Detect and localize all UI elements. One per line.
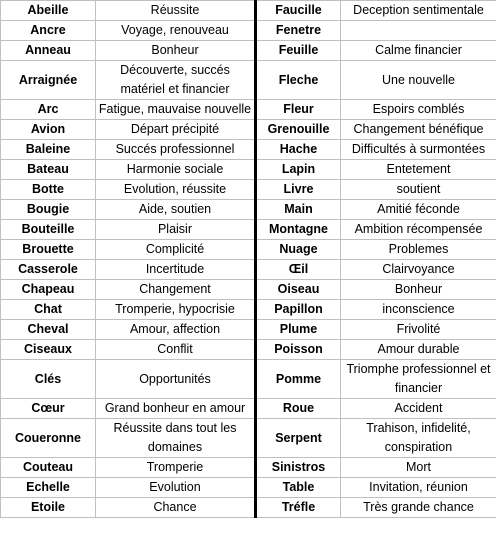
- symbol-left: Bateau: [1, 160, 96, 180]
- symbol-right: Poisson: [256, 340, 341, 360]
- symbol-right: Montagne: [256, 220, 341, 240]
- table-row: [1, 399, 496, 419]
- symbol-left: Abeille: [1, 1, 96, 21]
- meaning-left: Incertitude: [96, 260, 256, 280]
- table-row: [1, 280, 496, 300]
- table-row: [1, 100, 496, 120]
- symbol-right: Feuille: [256, 41, 341, 61]
- symbol-left: Botte: [1, 180, 96, 200]
- symbol-right: Main: [256, 200, 341, 220]
- symbol-right: Pomme: [256, 360, 341, 399]
- meaning-left: Chance: [96, 498, 256, 518]
- symbol-left: Baleine: [1, 140, 96, 160]
- meaning-left: Tromperie: [96, 458, 256, 478]
- meaning-left: Amour, affection: [96, 320, 256, 340]
- symbol-right: Fleur: [256, 100, 341, 120]
- meaning-right: soutient: [341, 180, 496, 200]
- table-row: [1, 220, 496, 240]
- meaning-right: Problemes: [341, 240, 496, 260]
- meaning-right: Trahison, infidelité, conspiration: [341, 419, 496, 458]
- table-row: [1, 41, 496, 61]
- symbol-right: Fenetre: [256, 21, 341, 41]
- meaning-right: Ambition récompensée: [341, 220, 496, 240]
- meaning-left: Départ précipité: [96, 120, 256, 140]
- symbol-right: Tréfle: [256, 498, 341, 518]
- table-row: [1, 340, 496, 360]
- symbol-left: Bouteille: [1, 220, 96, 240]
- table-row: [1, 260, 496, 280]
- table-row: [1, 240, 496, 260]
- symbol-right: Faucille: [256, 1, 341, 21]
- meaning-left: Evolution, réussite: [96, 180, 256, 200]
- symbol-left: Clés: [1, 360, 96, 399]
- symbol-right: Roue: [256, 399, 341, 419]
- table-row: [1, 140, 496, 160]
- table-body: [1, 1, 496, 518]
- symbol-left: Etoile: [1, 498, 96, 518]
- meaning-right: Deception sentimentale: [341, 1, 496, 21]
- table-row: [1, 458, 496, 478]
- symbol-right: Livre: [256, 180, 341, 200]
- meaning-left: Voyage, renouveau: [96, 21, 256, 41]
- symbol-right: Fleche: [256, 61, 341, 100]
- table-row: [1, 300, 496, 320]
- symbol-left: Couteau: [1, 458, 96, 478]
- meaning-left: Changement: [96, 280, 256, 300]
- meaning-right: Entetement: [341, 160, 496, 180]
- symbol-left: Echelle: [1, 478, 96, 498]
- meaning-left: Fatigue, mauvaise nouvelle: [96, 100, 256, 120]
- symbol-right: Nuage: [256, 240, 341, 260]
- meaning-right: Frivolité: [341, 320, 496, 340]
- table-row: [1, 120, 496, 140]
- symbol-left: Chapeau: [1, 280, 96, 300]
- meaning-right: Amitié féconde: [341, 200, 496, 220]
- table-row: [1, 478, 496, 498]
- symbol-left: Casserole: [1, 260, 96, 280]
- symbol-right: Sinistros: [256, 458, 341, 478]
- meaning-right: [341, 21, 496, 41]
- symbol-right: Papillon: [256, 300, 341, 320]
- meaning-left: Tromperie, hypocrisie: [96, 300, 256, 320]
- meaning-right: Une nouvelle: [341, 61, 496, 100]
- meaning-right: Amour durable: [341, 340, 496, 360]
- symbol-left: Chat: [1, 300, 96, 320]
- symbol-left: Avion: [1, 120, 96, 140]
- table-row: [1, 360, 496, 399]
- meaning-left: Plaisir: [96, 220, 256, 240]
- meaning-right: Clairvoyance: [341, 260, 496, 280]
- meaning-left: Conflit: [96, 340, 256, 360]
- meaning-right: Calme financier: [341, 41, 496, 61]
- table-row: [1, 498, 496, 518]
- table-row: [1, 61, 496, 100]
- table-row: [1, 180, 496, 200]
- symbol-left: Coueronne: [1, 419, 96, 458]
- symbol-right: Œil: [256, 260, 341, 280]
- meaning-left: Réussite: [96, 1, 256, 21]
- meaning-left: Opportunités: [96, 360, 256, 399]
- symbol-left: Brouette: [1, 240, 96, 260]
- meaning-left: Bonheur: [96, 41, 256, 61]
- symbol-left: Arc: [1, 100, 96, 120]
- meaning-left: Découverte, succés matériel et financier: [96, 61, 256, 100]
- meaning-right: inconscience: [341, 300, 496, 320]
- symbol-right: Hache: [256, 140, 341, 160]
- meaning-left: Evolution: [96, 478, 256, 498]
- symbol-right: Plume: [256, 320, 341, 340]
- symbol-left: Arraignée: [1, 61, 96, 100]
- meaning-left: Succés professionnel: [96, 140, 256, 160]
- symbol-left: Bougie: [1, 200, 96, 220]
- meaning-right: Triomphe professionnel et financier: [341, 360, 496, 399]
- table-row: [1, 160, 496, 180]
- symbol-right: Grenouille: [256, 120, 341, 140]
- symbol-right: Lapin: [256, 160, 341, 180]
- meaning-left: Grand bonheur en amour: [96, 399, 256, 419]
- meaning-right: Changement bénéfique: [341, 120, 496, 140]
- symbol-right: Oiseau: [256, 280, 341, 300]
- table-row: [1, 200, 496, 220]
- meaning-right: Espoirs comblés: [341, 100, 496, 120]
- symbol-left: Ancre: [1, 21, 96, 41]
- meaning-right: Difficultés à surmontées: [341, 140, 496, 160]
- symbol-left: Anneau: [1, 41, 96, 61]
- table-row: [1, 1, 496, 21]
- meaning-right: Mort: [341, 458, 496, 478]
- meaning-right: Bonheur: [341, 280, 496, 300]
- symbol-left: Cheval: [1, 320, 96, 340]
- symbol-right: Serpent: [256, 419, 341, 458]
- meaning-left: Réussite dans tout les domaines: [96, 419, 256, 458]
- symbol-left: Ciseaux: [1, 340, 96, 360]
- table-row: [1, 419, 496, 458]
- meaning-left: Aide, soutien: [96, 200, 256, 220]
- symbol-right: Table: [256, 478, 341, 498]
- symbol-left: Cœur: [1, 399, 96, 419]
- meaning-right: Accident: [341, 399, 496, 419]
- meaning-left: Complicité: [96, 240, 256, 260]
- table-row: [1, 21, 496, 41]
- meaning-right: Très grande chance: [341, 498, 496, 518]
- table-row: [1, 320, 496, 340]
- meaning-left: Harmonie sociale: [96, 160, 256, 180]
- meaning-right: Invitation, réunion: [341, 478, 496, 498]
